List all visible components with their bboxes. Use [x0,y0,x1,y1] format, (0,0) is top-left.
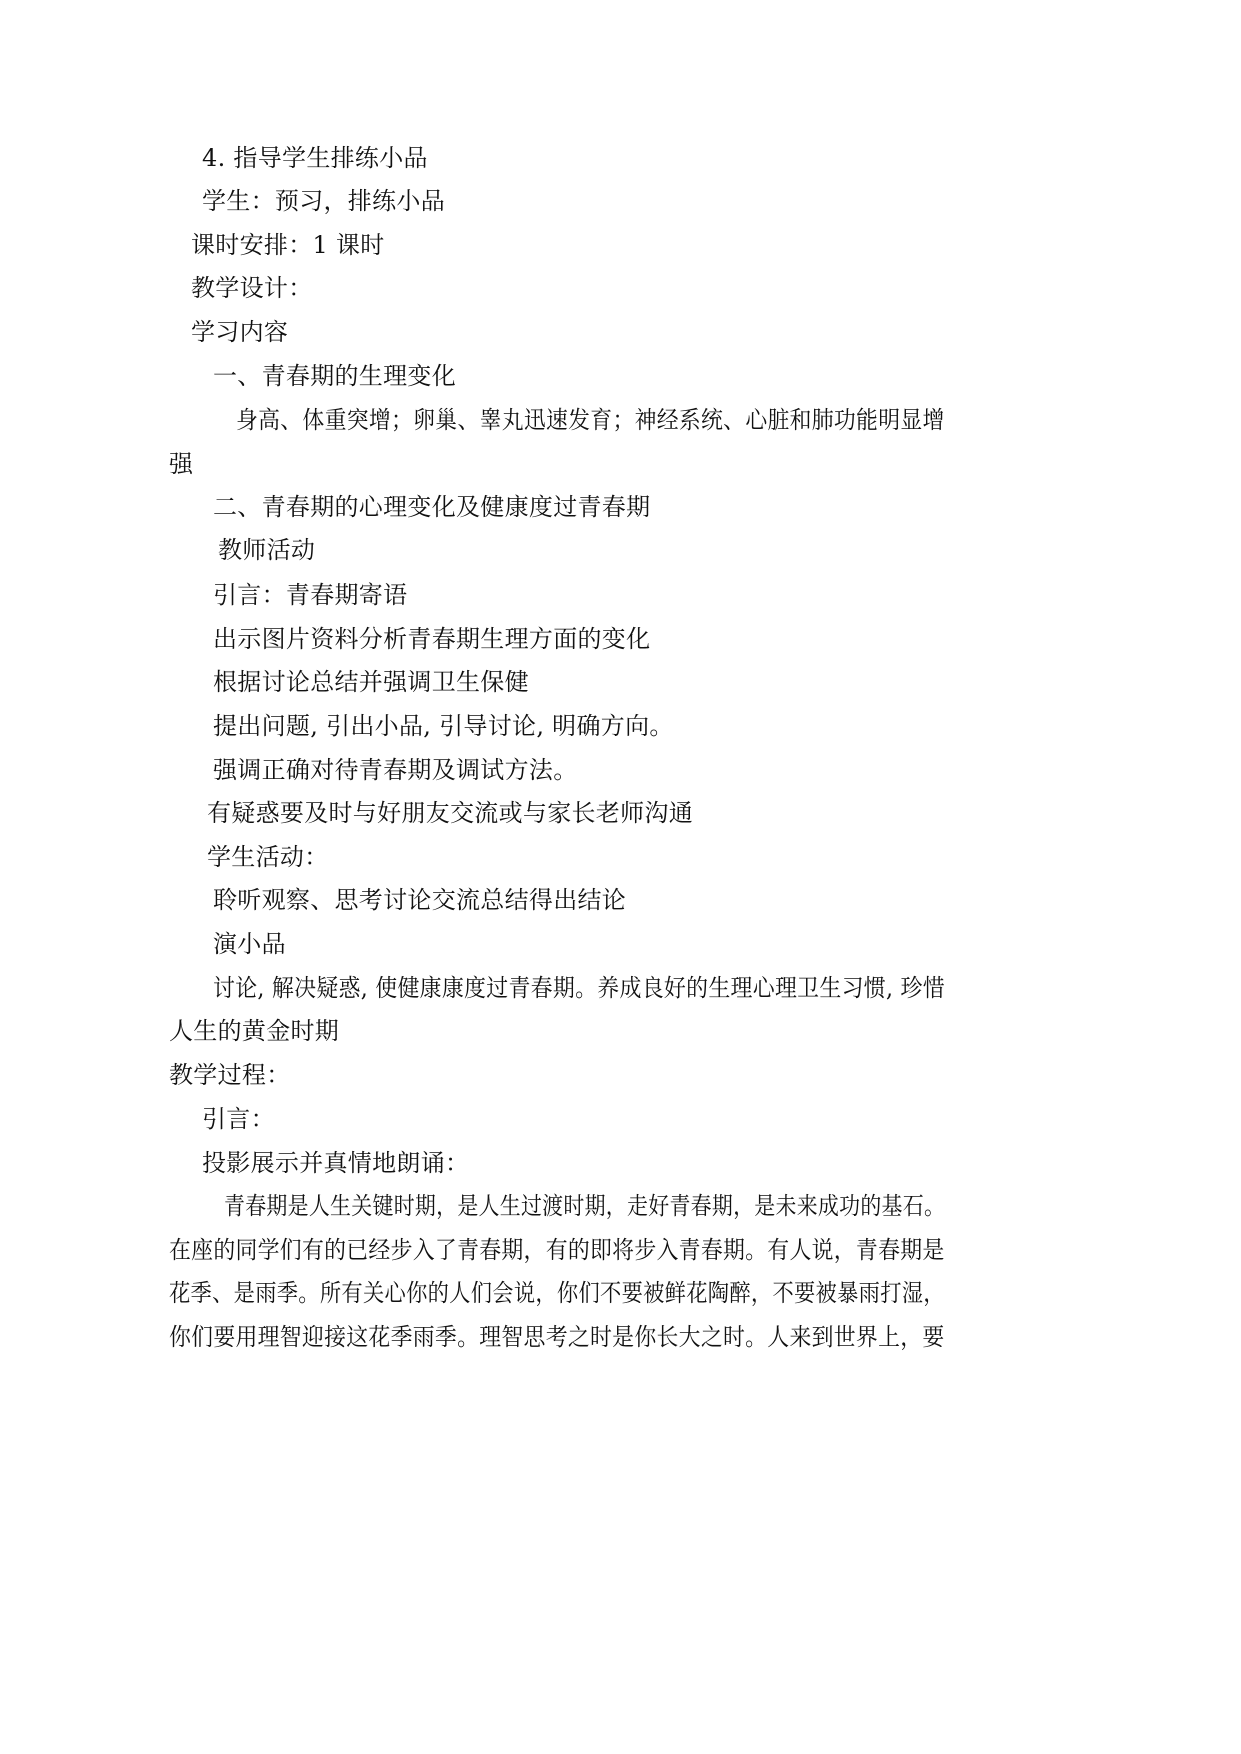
text-line: 引言： [202,1105,275,1133]
text-line: 青春期是人生关键时期，是人生过渡时期，走好青春期，是未来成功的基石。 [224,1192,946,1220]
text-line: 投影展示并真情地朗诵： [202,1149,470,1177]
text-line: 教学设计： [191,274,313,302]
text-line: 学生活动： [207,843,329,871]
text-line: 引言：青春期寄语 [213,581,408,609]
text-line: 学生：预习，排练小品 [202,187,445,215]
text-line: 根据讨论总结并强调卫生保健 [213,668,529,696]
text-line: 聆听观察、思考讨论交流总结得出结论 [213,886,627,914]
text-line: 出示图片资料分析青春期生理方面的变化 [213,625,651,653]
text-line: 课时安排：1 课时 [191,231,385,259]
text-line: 强 [169,450,194,478]
section-heading: 一、青春期的生理变化 [213,362,456,390]
text-line: 花季、是雨季。所有关心你的人们会说，你们不要被鲜花陶醉，不要被暴雨打湿， [169,1279,945,1307]
section-heading: 教学过程： [169,1061,291,1089]
text-line: 教师活动 [218,536,316,564]
text-line: 人生的黄金时期 [169,1017,340,1045]
section-heading: 学习内容 [191,318,289,346]
text-line: 有疑惑要及时与好朋友交流或与家长老师沟通 [207,799,693,827]
text-line: 演小品 [213,930,286,958]
text-line: 身高、体重突增；卵巢、睾丸迅速发育；神经系统、心脏和肺功能明显增 [236,406,945,434]
text-line: 讨论, 解决疑惑, 使健康康度过青春期。养成良好的生理心理卫生习惯, 珍惜 [213,974,945,1002]
text-line: 提出问题, 引出小品, 引导讨论, 明确方向。 [213,712,674,740]
text-line: 强调正确对待青春期及调试方法。 [213,756,578,784]
section-heading: 二、青春期的心理变化及健康度过青春期 [213,493,651,521]
text-line: 你们要用理智迎接这花季雨季。理智思考之时是你长大之时。人来到世界上，要 [169,1323,945,1351]
text-line: 在座的同学们有的已经步入了青春期，有的即将步入青春期。有人说，青春期是 [169,1236,945,1264]
text-line: 4. 指导学生排练小品 [202,144,428,172]
